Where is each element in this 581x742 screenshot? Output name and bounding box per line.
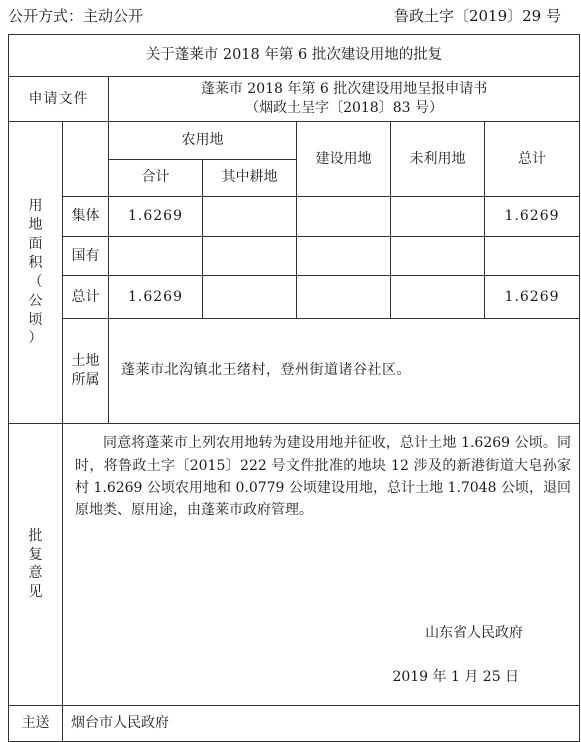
recipient-label: 主送 — [9, 705, 63, 741]
table-row — [9, 276, 580, 318]
cell-unused — [391, 237, 485, 276]
cell-construction — [297, 276, 391, 318]
land-ownership-label: 土地 所属 — [63, 318, 109, 424]
header-total: 总计 — [485, 122, 580, 196]
recipient-value: 烟台市人民政府 — [63, 705, 580, 741]
header-construction: 建设用地 — [297, 122, 391, 196]
cell-total — [485, 237, 580, 276]
application-number: （烟政土呈字〔2018〕83 号） — [245, 100, 443, 117]
land-area-section-label: 用 地 面 积 （ 公 顷 ） — [9, 122, 63, 424]
cell-subtotal: 1.6269 — [109, 276, 203, 318]
cell-cultivated — [203, 276, 297, 318]
approval-opinion — [63, 424, 580, 706]
approval-opinion-label: 批 复 意 见 — [9, 424, 63, 706]
cell-unused — [391, 196, 485, 236]
cell-construction — [297, 196, 391, 236]
cell-unused — [391, 276, 485, 318]
cell-cultivated — [203, 196, 297, 236]
header-unused: 未利用地 — [391, 122, 485, 196]
approval-text: 同意将蓬莱市上列农用地转为建设用地并征收，总计土地 1.6269 公顷。同时，将鲁政土字〔2015〕222 号文件批准的地块 12 涉及的新港街道大皂孙家村 1.6269 公顷农用地和 0.0779 公顷建设用地，总计土地 1.7048 公顷，退回原地类、原用途，由蓬莱市政府管理。 — [75, 435, 572, 519]
application-label: 申请文件 — [9, 77, 109, 122]
table-row — [9, 237, 580, 276]
land-ownership-value: 蓬莱市北沟镇北王绪村，登州街道诸谷社区。 — [109, 318, 580, 424]
cell-construction — [297, 237, 391, 276]
document-number: 鲁政土字〔2019〕29 号 — [393, 7, 561, 25]
cell-subtotal — [109, 237, 203, 276]
cell-subtotal: 1.6269 — [109, 196, 203, 236]
header-agricultural: 农用地 — [109, 122, 297, 159]
document-title: 关于蓬莱市 2018 年第 6 批次建设用地的批复 — [9, 35, 580, 77]
disclosure-method: 公开方式：主动公开 — [8, 7, 144, 25]
approval-date: 2019 年 1 月 25 日 — [392, 668, 520, 685]
header-subtotal: 合计 — [109, 159, 203, 196]
application-title: 蓬莱市 2018 年第 6 批次建设用地呈报申请书 — [200, 81, 488, 98]
cell-cultivated — [203, 237, 297, 276]
row-label-state: 国有 — [63, 237, 109, 276]
cell-total: 1.6269 — [485, 276, 580, 318]
row-label-collective: 集体 — [63, 196, 109, 236]
header-blank-cell — [63, 122, 109, 196]
application-document — [109, 77, 580, 122]
issuing-authority: 山东省人民政府 — [425, 624, 524, 641]
row-label-total: 总计 — [63, 276, 109, 318]
cell-total: 1.6269 — [485, 196, 580, 236]
table-row — [9, 196, 580, 236]
approval-form-table — [8, 34, 580, 742]
header-cultivated: 其中耕地 — [203, 159, 297, 196]
